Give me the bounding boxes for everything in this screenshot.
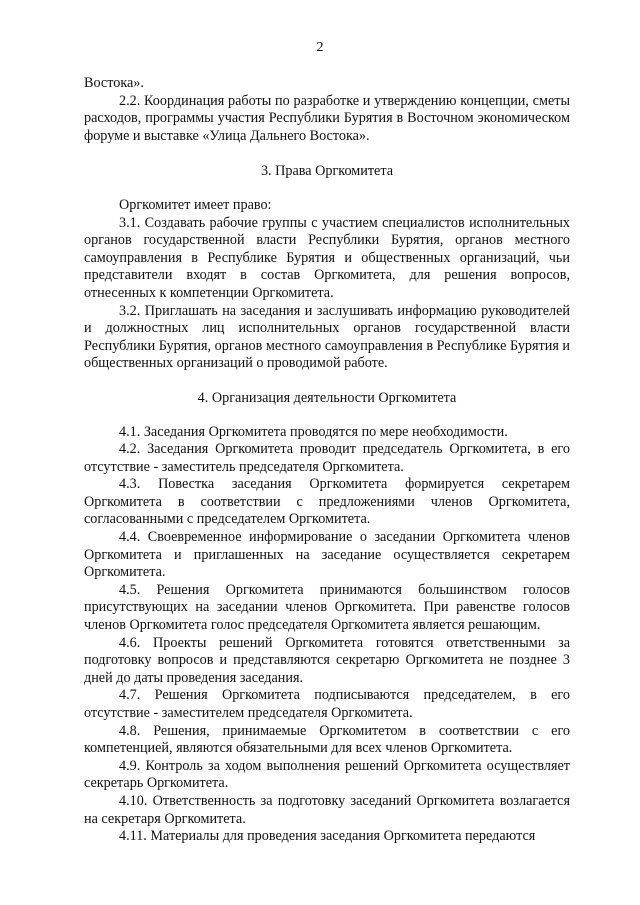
paragraph-4-11: 4.11. Материалы для проведения заседания Оргкомитета передаются	[119, 828, 536, 845]
paragraph-4-6: 4.6. Проекты решений Оргкомитета готовятся ответственными за подготовку вопросов и представляются секретарю Оргкомитета не позднее 3 дней до даты проведения заседания.	[84, 634, 570, 686]
section-3-heading: 3. Права Оргкомитета	[260, 163, 394, 180]
paragraph-4-2: 4.2. Заседания Оргкомитета проводит председатель Оргкомитета, в его отсутствие - заместитель председателя Оргкомитета.	[84, 441, 570, 475]
section-3-intro: Оргкомитет имеет право:	[119, 196, 272, 213]
paragraph-4-10: 4.10. Ответственность за подготовку заседаний Оргкомитета возлагается на секретаря Оргкомитета.	[84, 792, 570, 827]
paragraph-4-3: 4.3. Повестка заседания Оргкомитета формируется секретарем Оргкомитета в соответствии с предложениями членов Оргкомитета, согласованными с председателем Оргкомитета.	[84, 476, 570, 528]
paragraph-4-9: 4.9. Контроль за ходом выполнения решений Оргкомитета осуществляет секретарь Оргкомитета.	[84, 757, 570, 792]
paragraph-4-5: 4.5. Решения Оргкомитета принимаются большинством голосов присутствующих на заседании членов Оргкомитета. При равенстве голосов членов Оргкомитета голос председателя Оргкомитета является решающим.	[84, 581, 570, 634]
paragraph-continuation: Востока».	[84, 75, 144, 91]
paragraph-3-2: 3.2. Приглашать на заседания и заслушивать информацию руководителей и должностных лиц исполнительных органов государственной власти Республики Бурятия, органов местного самоуправления в Республикe Бурятия и общественных организаций о проводимой работе.	[84, 302, 570, 372]
paragraph-2-2: 2.2. Координация работы по разработке и утверждению концепции, сметы расходов, программы участия Республики Бурятия в Восточном экономическом форуме и выставке «Улица Дальнего Востока».	[84, 92, 570, 144]
paragraph-4-1: 4.1. Заседания Оргкомитета проводятся по мере необходимости.	[119, 423, 508, 440]
paragraph-4-7: 4.7. Решения Оргкомитета подписываются председателем, в его отсутствие - заместителем председателя Оргкомитета.	[84, 687, 570, 721]
paragraph-4-8: 4.8. Решения, принимаемые Оргкомитетом в соответствии с его компетенцией, являются обязательными для всех членов Оргкомитета.	[84, 722, 570, 757]
section-4-heading: 4. Организация деятельности Оргкомитета	[197, 389, 457, 406]
page-number: 2	[316, 40, 324, 55]
document-body	[84, 75, 570, 846]
paragraph-3-1: 3.1. Создавать рабочие группы с участием специалистов исполнительных органов государственной власти Республики Бурятия, органов местного самоуправления в Республике Бурятия и общественных организаций, чьи представители входят в состав Оргкомитета, для решения вопросов, отнесенных к компетенции Оргкомитета.	[84, 214, 570, 301]
paragraph-4-4: 4.4. Своевременное информирование о заседании Оргкомитета членов Оргкомитета и приглашенных на заседание осуществляется секретарем Оргкомитета.	[84, 529, 570, 581]
